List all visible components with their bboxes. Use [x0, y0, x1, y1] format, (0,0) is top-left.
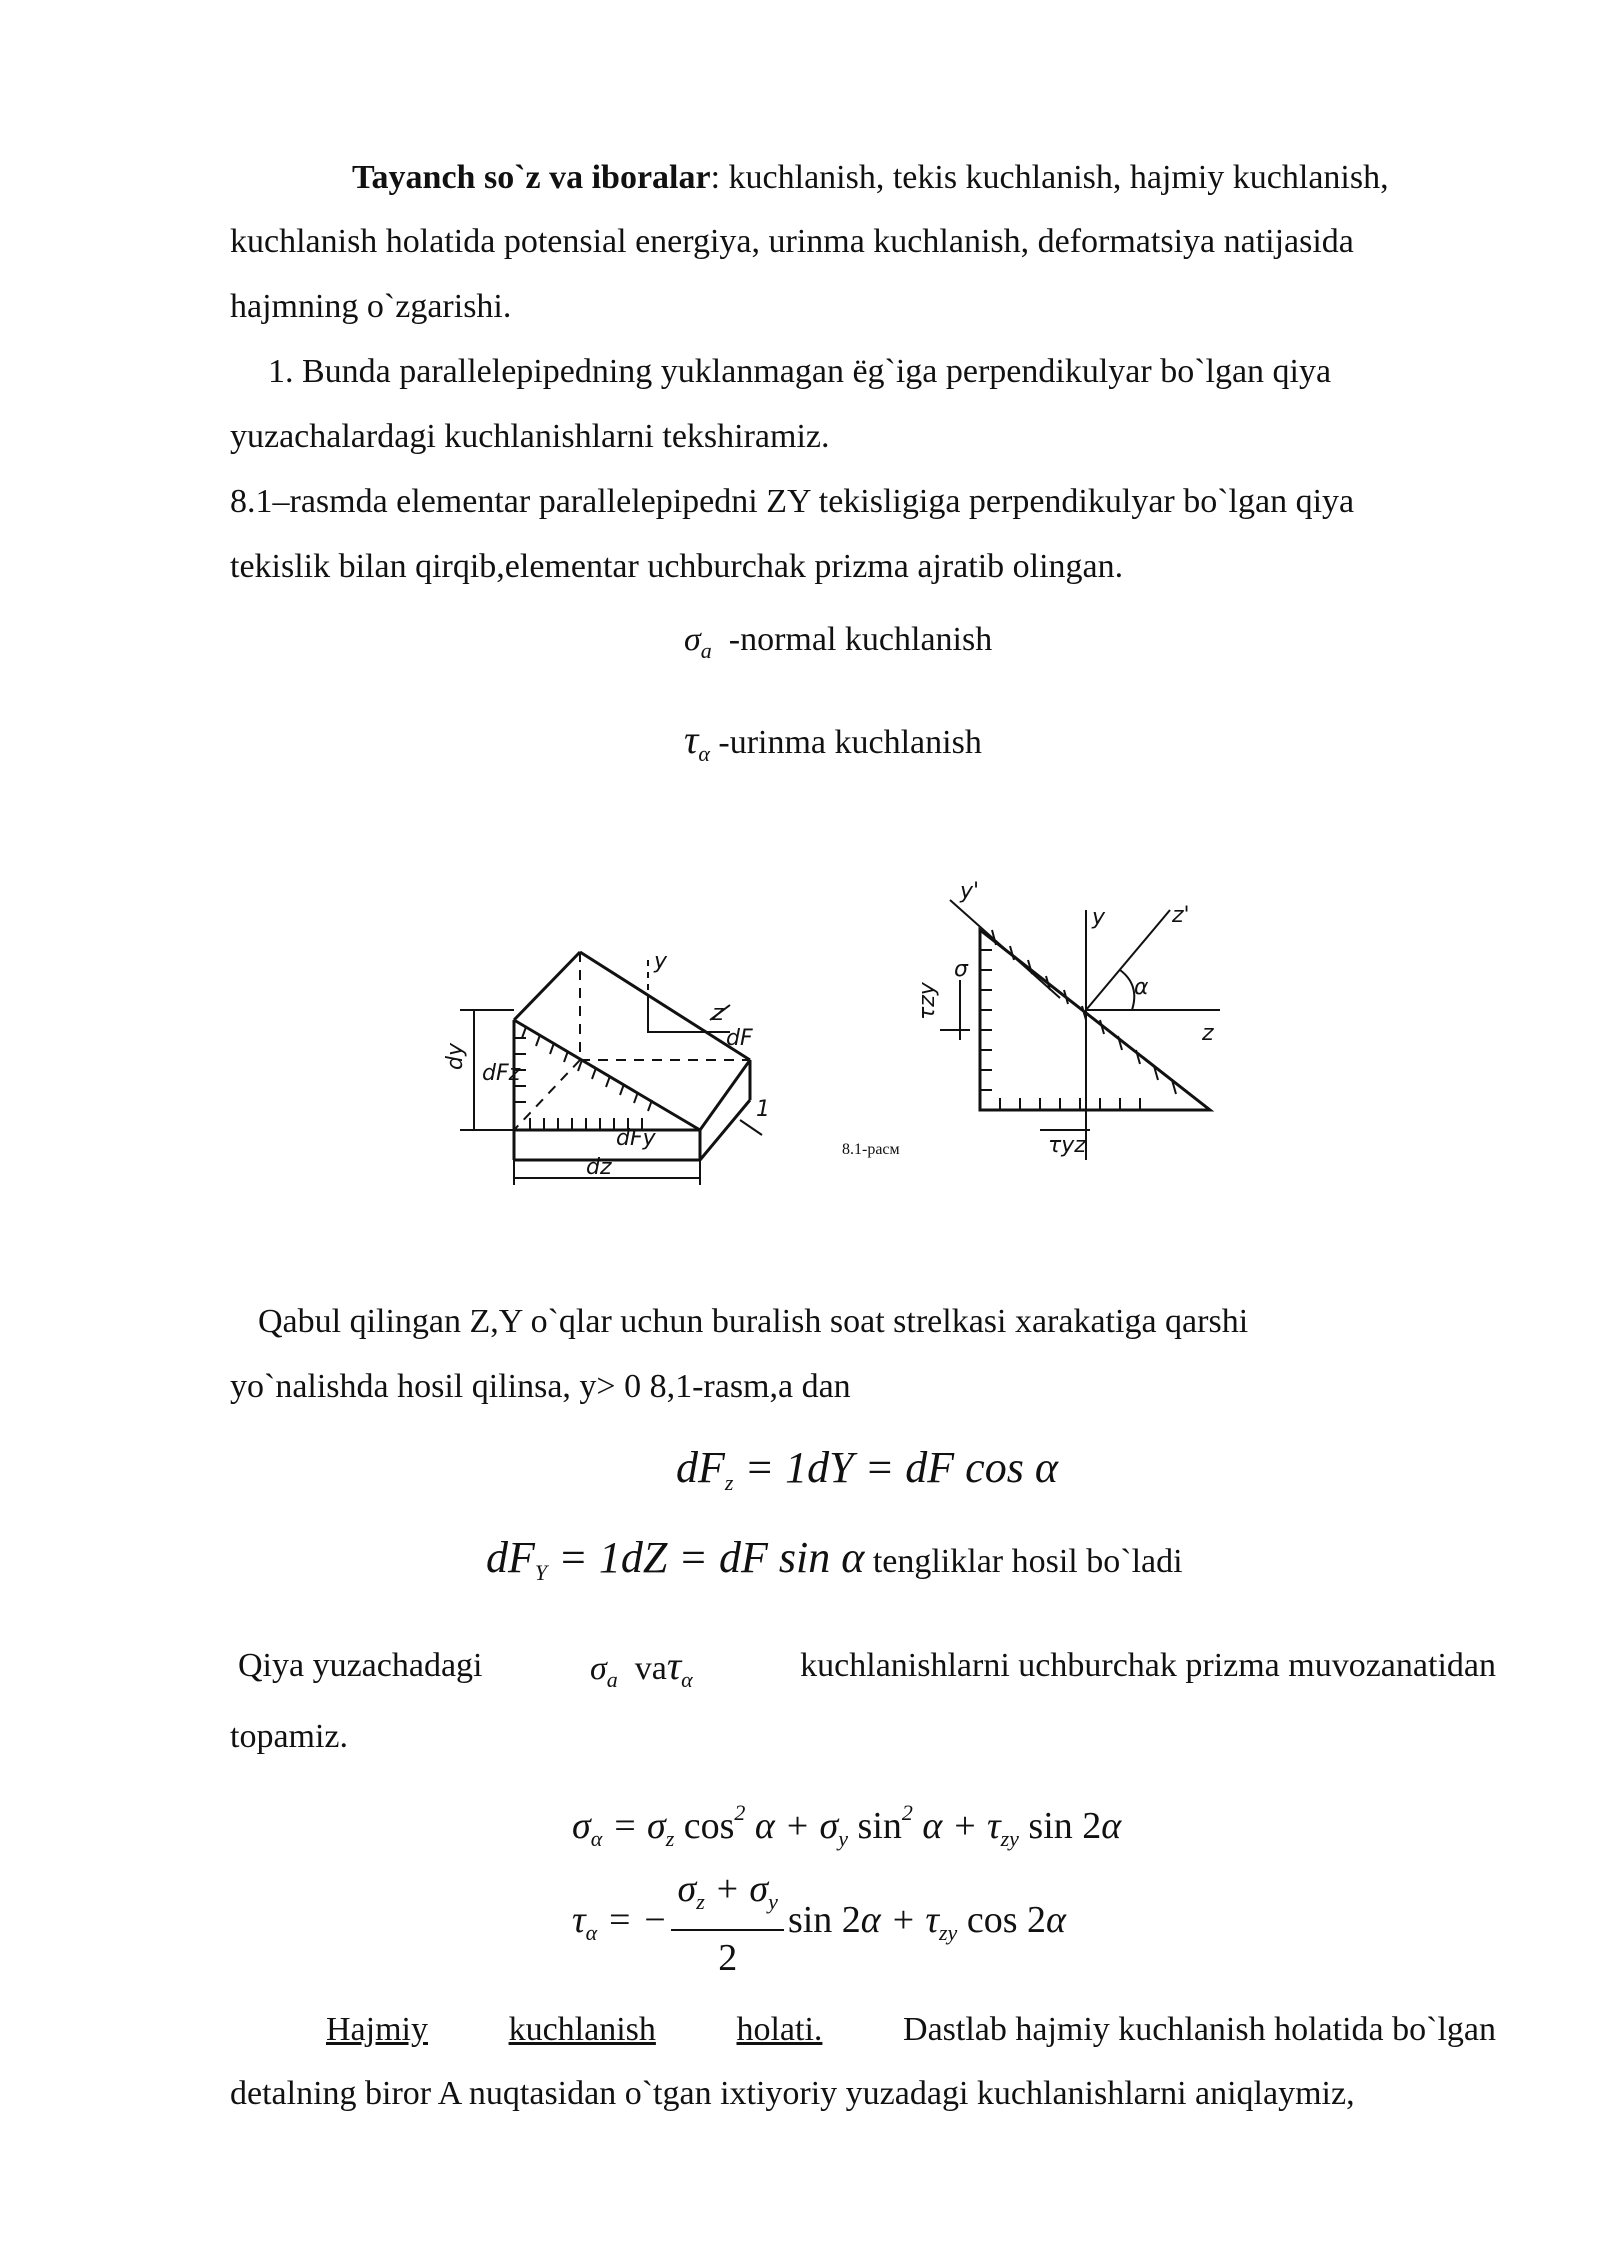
equation-tau-alpha: $\tau_\alpha$ = − $\frac{\sigma_z + \sigma_y}{2}$ $\sin 2\alpha + \tau_{zy}$ cos 2α — [572, 1864, 1066, 1983]
para4-line-1 — [238, 1644, 1496, 1702]
sigma-inline: $\sigma_a$ — [589, 1650, 618, 1692]
fig-left-z-label: z — [712, 1001, 724, 1026]
eq2-sub: Y — [534, 1560, 548, 1585]
fig-right-z-label: z — [1202, 1021, 1214, 1046]
fig-left-dFz-label: dFz — [482, 1061, 521, 1086]
keywords-heading: Tayanch so`z va iboralar — [352, 159, 711, 196]
eq2-lhs: dF — [486, 1533, 535, 1582]
fig-left-dFy-label: dFy — [616, 1126, 656, 1151]
sigma-definition — [684, 618, 992, 673]
fig-right-tauzy-label: τzy — [915, 982, 940, 1020]
eq1-sub: z — [724, 1470, 734, 1495]
fig-left-dy-label: dy — [443, 1043, 468, 1070]
keywords-list: : kuchlanish, tekis kuchlanish, hajmiy kuchlanish, — [710, 159, 1389, 196]
para4-rest: kuchlanishlarni uchburchak prizma muvozanatidan — [800, 1647, 1496, 1684]
keywords-line-2: kuchlanish holatida potensial energiya, urinma kuchlanish, deformatsiya natijasida — [230, 223, 1354, 260]
hajmiy-u2: kuchlanish — [508, 2011, 656, 2048]
figure-parallelepiped — [440, 860, 790, 1200]
fig-right-yprime-label: y' — [960, 879, 980, 904]
figure-triangle-section — [915, 870, 1240, 1180]
eq1-rhs: = 1dY = dF cos α — [733, 1443, 1058, 1492]
fig-right-zprime-label: z' — [1172, 903, 1190, 928]
fig-left-y-label: y — [654, 949, 668, 974]
para3-line-1: Qabul qilingan Z,Y o`qlar uchun buralish soat strelkasi xarakatiga qarshi — [258, 1303, 1249, 1340]
tau-symbol: $\tau_\alpha$ — [684, 717, 710, 766]
para4-lead: Qiya yuzachadagi — [238, 1647, 483, 1684]
fig-left-dz-label: dz — [586, 1155, 612, 1180]
hajmiy-line-2: detalning biror A nuqtasidan o`tgan ixtiyoriy yuzadagi kuchlanishlarni aniqlaymiz, — [230, 2075, 1355, 2112]
para4-line-2: topamiz. — [230, 1718, 349, 1755]
fig-left-dF-label: dF — [726, 1026, 753, 1051]
fig-right-alpha-label: α — [1134, 975, 1149, 1000]
tau-inline: $\tau_\alpha$ — [666, 1643, 693, 1692]
eq2-tail: tengliklar hosil bo`ladi — [872, 1543, 1183, 1580]
equation-dFz — [676, 1440, 1058, 1511]
item1-line-1: 1. Bunda parallelepipedning yuklanmagan ёg`iga perpendikulyar bo`lgan qiya — [268, 353, 1332, 390]
hajmiy-rest: Dastlab hajmiy kuchlanish holatida bo`lgan — [903, 2011, 1496, 2048]
eq2-rhs: = 1dZ = dF sin α — [547, 1533, 865, 1582]
keywords-line-1 — [352, 156, 1496, 200]
para2-line-2: tekislik bilan qirqib,elementar uchburchak prizma ajratib olingan. — [230, 548, 1124, 585]
tau-text: -urinma kuchlanish — [718, 724, 982, 761]
keywords-line-3: hajmning o`zgarishi. — [230, 288, 512, 325]
tau-definition — [684, 718, 982, 776]
sigma-symbol: $\sigma_a$ — [684, 621, 712, 663]
fig-right-sigma-label: σ — [954, 957, 968, 982]
fig-left-one-label: 1 — [756, 1097, 770, 1122]
fig-right-tauyz-label: τyz — [1048, 1133, 1086, 1158]
equation-sigma-alpha: $\sigma_\alpha = \sigma_z$ $\cos^2 \alpha + \sigma_y$ $\sin^2 \alpha + \tau_{zy}$ sin 2α — [572, 1800, 1122, 1851]
para4-va: va — [634, 1650, 667, 1687]
fig-right-y-label: y — [1092, 905, 1106, 930]
para2-line-1: 8.1–rasmda elementar parallelepipedni ZY tekisligiga perpendikulyar bo`lgan qiya — [230, 483, 1355, 520]
item1-line-2: yuzachalardagi kuchlanishlarni tekshiramiz. — [230, 418, 830, 455]
equation-dFy — [486, 1530, 1183, 1601]
para3-line-2: yo`nalishda hosil qilinsa, y> 0 8,1-rasm,a dan — [230, 1368, 851, 1405]
figure-caption: 8.1-расм — [842, 1141, 900, 1158]
eq1-lhs: dF — [676, 1443, 725, 1492]
hajmiy-u1: Hajmiy — [326, 2011, 428, 2048]
hajmiy-u3: holati. — [736, 2011, 823, 2048]
hajmiy-line-1 — [326, 2008, 1496, 2052]
sigma-text: -normal kuchlanish — [728, 621, 993, 658]
